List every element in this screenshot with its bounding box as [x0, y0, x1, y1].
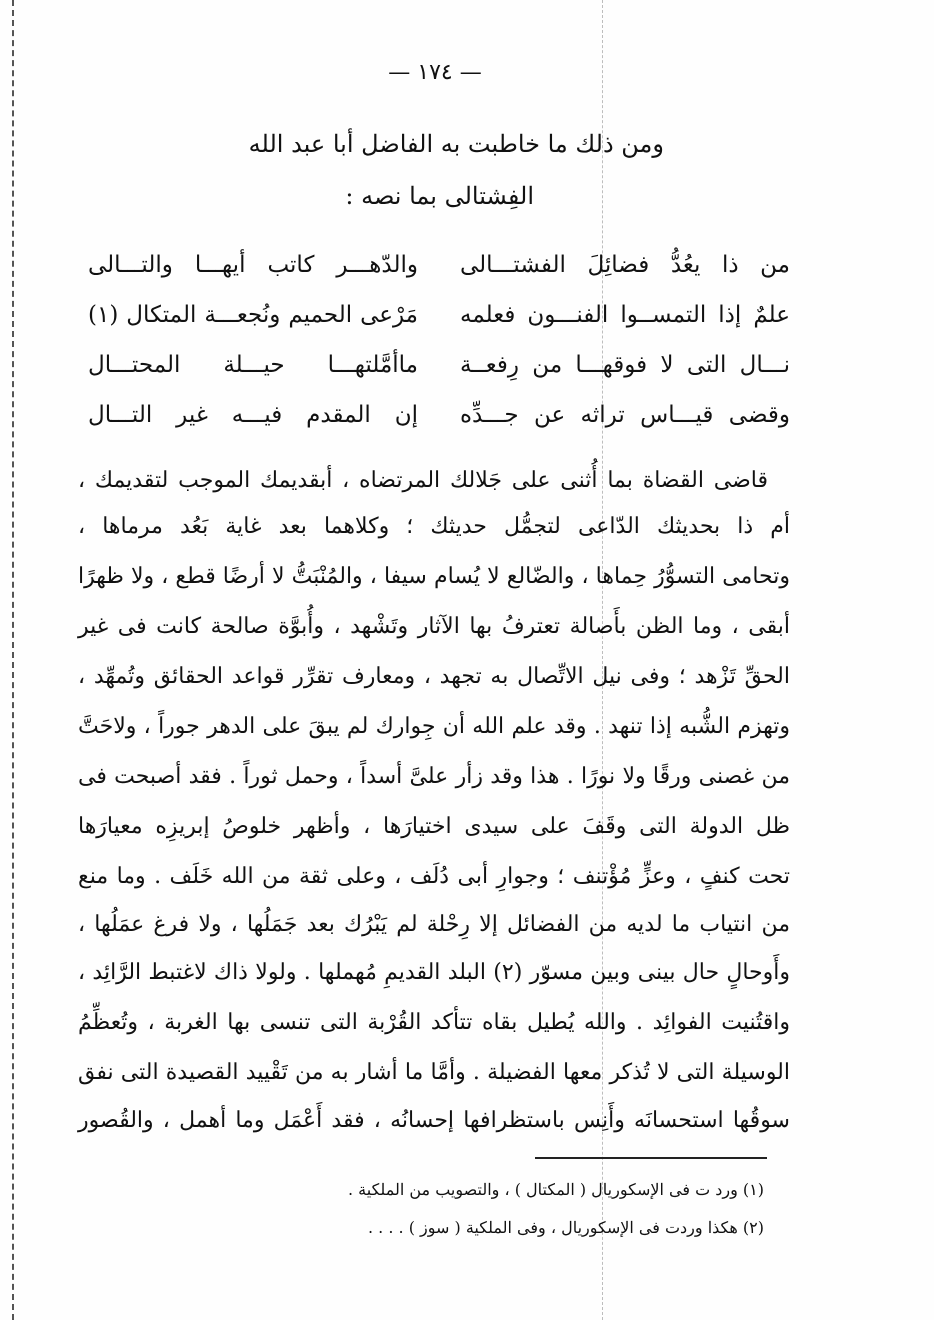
page-number: — ١٧٤ —	[388, 60, 482, 85]
verse-first-hemistich: نـــال التى لا فوقهـــا من رِفعــة	[460, 352, 790, 378]
prose-line: الحقِّ تَزْهد ؛ وفى نيل الاتِّصال به تجهد ، ومعارف تقرِّر قواعد الحقائق وتُمهِّد ،	[78, 664, 790, 689]
prose-line: واقتُنيت الفوائِد . والله يُطيل بقاه تتأكد القُرْبة التى تنسى بها الغربة ، وتُعظِّمُ	[78, 1010, 790, 1035]
prose-line: الوسيلة التى لا تُذكر معها الفضيلة . وأمَّا ما أشار به من تَقْييد القصيدة التى نفق	[78, 1060, 790, 1085]
heading-line-2: الفِشتالى بما نصه :	[345, 182, 534, 210]
verse-row	[88, 402, 790, 442]
prose-line: وتحامى التسوُّرُ حِماها ، والضّالع لا يُسام سيفا ، والمُنْبَتُّ لا أرضًا قطع ، ولا ظهرًا	[78, 564, 790, 589]
prose-line: وأَوحالٍ حال بينى وبين مسوّر (٢) البلد القديمِ مُهملها . ولولا ذاك لاغتبط الرَّائِد ،	[78, 960, 790, 985]
verse-second-hemistich: والدّهـــر كاتب أيهـــا والتـــالى	[88, 252, 418, 278]
footnote-separator	[535, 1157, 767, 1159]
verse-second-hemistich: ماأمَّلتهـــا حيـــلة المحتـــال	[88, 352, 418, 378]
prose-line: سوقُها استحسانَه وأَنِس باستظرافها إحسانُه ، فقد أَعْمَل وما أهمل ، والقُصور	[78, 1108, 790, 1133]
verse-first-hemistich: وقضى قيـــاس تراثه عن جـــدِّه	[460, 402, 790, 428]
prose-line: ظل الدولة التى وقَفَ على سيدى اختيارَها ، وأظهر خلوصُ إبريزِه معيارَها	[78, 814, 790, 839]
prose-line: تحت كنفٍ ، وعزٍّ مُؤْتنف ؛ وجوارِ أبى دُلَف ، وعلى ثقة من الله خَلَف . وما منع	[78, 864, 790, 889]
verse-row	[88, 252, 790, 292]
footnote-1: (١) ورد ت فى الإسكوريال ( المكتال ) ، والتصويب من الملكية .	[347, 1180, 764, 1199]
prose-line: وتهزم الشُّبه إذا تنهد . وقد علم الله أن جِوارك لم يبقَ على الدهر جوراً ، ولاحَتَّ	[78, 714, 790, 739]
verse-row	[88, 302, 790, 342]
prose-line: أبقى ، وما الظن بأَصالة تعترفُ بها الآثار وتَشْهد ، وأُبوَّة صالحة كانت فى غير	[78, 614, 790, 639]
verse-first-hemistich: علمٌ إذا التمســوا الفنـــون فعلمه	[460, 302, 790, 328]
heading-line-1: ومن ذلك ما خاطبت به الفاضل أبا عبد الله	[248, 130, 664, 158]
footnote-2: (٢) هكذا وردت فى الإسكوريال ، وفى الملكية ( سوز ) . . . .	[368, 1218, 764, 1237]
verse-first-hemistich: من ذا يعُدُّ فضائِلَ الفشتـــالى	[460, 252, 790, 278]
verse-row	[88, 352, 790, 392]
verse-second-hemistich: مَرْعى الحميم ونُجعـــة المتكال (١)	[88, 302, 418, 328]
prose-line: أم ذا بحديثك الدّاعى لتجمُّل حديثك ؛ وكلاهما بعد غاية بَعُد مرماها ،	[78, 514, 790, 539]
prose-line: من غصنى ورقًا ولا نورًا . هذا وقد زأر علىَّ أسداً ، وحمل ثوراً . فقد أصبحت فى	[78, 764, 790, 789]
prose-line: قاضى القضاة بما أُثنى على جَلالك المرتضاه ، أبقديمك الموجب لتقديمك ،	[78, 468, 768, 493]
prose-line: من انتياب ما لديه من الفضائل إلا رِحْلة لم يَبْرُك بعد جَمَلُها ، ولا فرغ عمَلُها ،	[78, 912, 790, 937]
verse-second-hemistich: إن المقدم فيـــه غير التـــال	[88, 402, 418, 428]
